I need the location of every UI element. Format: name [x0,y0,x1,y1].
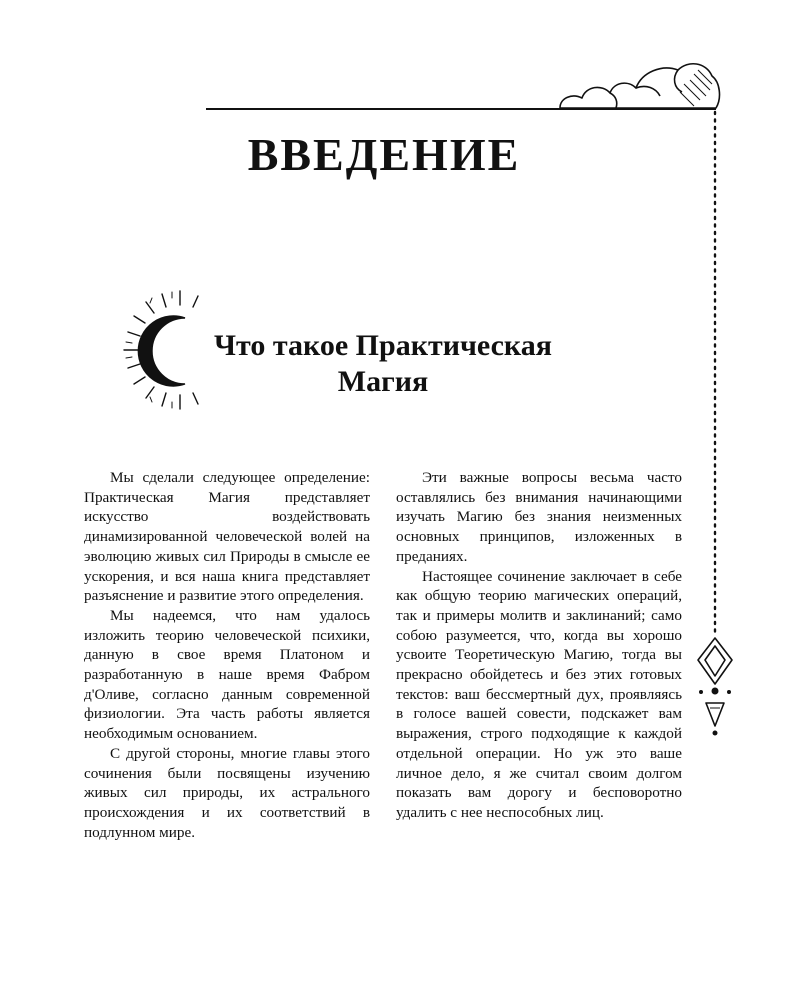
crystal-pendant-icon [698,638,732,736]
sun-icon [124,291,198,409]
cloud-icon [560,64,719,108]
section-title-line2: Магия [337,365,429,398]
chapter-title: ВВЕДЕНИЕ [247,129,521,180]
paragraph: Эти важные вопросы весьма часто оставлялись без внимания начинающими изучать Магию без знания неизменных основных принципов, изложенных в преданиях. [396,469,682,565]
paragraph: Мы надеемся, что нам удалось изложить теорию человеческой психики, данную в свое время Платоном и разработанную в наше время Фабром д'Оливе, согласно данным современной физиологии. Эта часть работы является необходимым основанием. [84,606,370,743]
section-title [188,328,578,400]
right-column [396,468,682,823]
paragraph: С другой стороны, многие главы этого сочинения были посвящены изучению живых сил природы, их астрального происхождения и их соответствий в подлунном мире. [84,744,370,841]
section-title-line1: Что такое Практическая [214,329,552,362]
paragraph: Настоящее сочинение заключает в себе как общую теорию магических операций, так и примеры молитв и заклинаний; само собою разумеется, что, когда вы хорошо усвоите Теоретическую Магию, тогда вы прекрасно обойдетесь и без этих готовых текстов: ваш бессмертный дух, проявляясь в голосе вашей совести, подскажет вам выражения, строго подходящие к каждой отдельной операции. Но уж это ваше личное дело, я же считал своим долгом показать вам дорогу и бесповоротно удалить с нее неспособных лиц. [396,567,682,821]
left-column [84,468,370,842]
paragraph: Мы сделали следующее определение: Практическая Магия представляет искусство воздействовать динамизированной человеческой волей на эволюцию живых сил Природы в смысле ее ускорения, и вся наша книга представляет разъяснение и развитие этого определения. [84,469,370,605]
